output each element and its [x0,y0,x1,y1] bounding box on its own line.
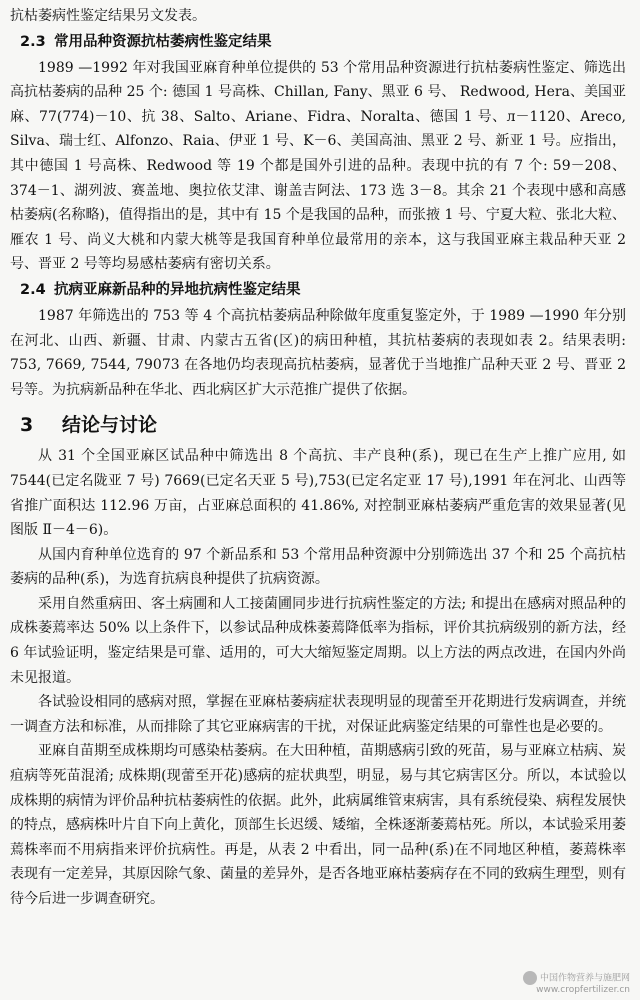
section-title: 结论与讨论 [62,414,158,437]
section-3-heading [20,410,626,440]
section-number: 3 [20,414,34,437]
section-title: 抗病亚麻新品种的异地抗病性鉴定结果 [54,281,301,298]
section-2-3-heading [20,30,626,55]
section-title: 常用品种资源抗枯萎病性鉴定结果 [54,33,272,50]
lead-line: 抗枯萎病性鉴定结果另文发表。 [10,8,206,24]
section-2-4-paragraph: 1987 年筛选出的 753 等 4 个高抗枯萎病品种除做年度重复鉴定外，于 1989 —1990 年分别在河北、山西、新疆、甘肃、内蒙古五省(区)的病田种植，其抗枯萎病的表现如表 2。结果表明: 753, 7669, 7544, 79073 在各地仍均表现高抗枯萎病，显著优于当地推广品种天亚 2 号、晋亚 2 号等。为抗病新品种在华北、西北病区扩大示范推广提供了依据。 [10,307,626,398]
conclusion-paragraph: 从国内育种单位选育的 97 个新品系和 53 个常用品种资源中分别筛选出 37 个和 25 个高抗枯萎病的品种(系)，为选育抗病良种提供了抗病资源。 [10,546,626,588]
section-number: 2.3 [20,33,46,50]
watermark-line1: 中国作物营养与施肥网 [539,973,630,984]
site-watermark [523,971,630,996]
section-2-3-paragraph: 1989 —1992 年对我国亚麻育种单位提供的 53 个常用品种资源进行抗枯萎病性鉴定、筛选出高抗枯萎病的品种 25 个: 德国 1 号高株、Chillan, Fany、黑亚 6 号、 Redwood, Hera、美国亚麻、77(774)－10、抗 38、Salto、Ariane、Fidra、Noralta、德国 1 号、л－1120、Areco, Silva、瑞士红、Alfonzo、Raia、伊亚 1 号、K－6、美国高油、黑亚 2 号、新亚 1 号。应指出，其中德国 1 号高株、Redwood 等 19 个都是国外引进的品种。表现中抗的有 7 个: 59－208、374－1、湖列波、赛盖地、奥拉依艾津、谢盖吉阿法、173 选 3－8。其余 21 个表现中感和高感枯萎病(名称略)，值得指出的是，其中有 15 个是我国的品种，而张掖 1 号、宁夏大粒、张北大粒、雁农 1 号、尚义大桃和内蒙大桃等是我国育种单位最常用的亲本，这与我国亚麻主栽品种天亚 2 号、晋亚 2 号等均易感枯萎病有密切关系。 [10,59,626,273]
conclusion-paragraph: 亚麻自苗期至成株期均可感染枯萎病。在大田种植，苗期感病引致的死苗，易与亚麻立枯病、炭疽病等死苗混淆; 成株期(现蕾至开花)感病的症状典型，明显，易与其它病害区分。所以，本试验以成株期的病情为评价品种抗枯萎病性的依据。此外，此病属维管束病害，具有系统侵染、病程发展快的特点，感病株叶片自下向上黄化，顶部生长迟缓、矮缩，全株逐渐萎蔫枯死。所以，本试验采用萎蔫株率而不用病指来评价抗病性。再是，从表 2 中看出，同一品种(系)在不同地区种植，萎蔫株率表现有一定差异，其原因除气象、菌量的差异外，是否各地亚麻枯萎病存在不同的致病生理型，则有待今后进一步调查研究。 [10,743,626,907]
conclusion-paragraph: 采用自然重病田、客土病圃和人工接菌圃同步进行抗病性鉴定的方法; 和提出在感病对照品种的成株萎蔫率达 50% 以上条件下，以参试品种成株萎蔫降低率为指标，评价其抗病级别的新方法，经 6 年试验证明，鉴定结果是可靠、适用的，可大大缩短鉴定周期。以上方法的两点改进，在国内外尚未见报道。 [10,595,626,686]
section-2-4-heading [20,278,626,303]
watermark-line2: www.cropfertilizer.cn [536,985,630,995]
watermark-logo-icon [523,971,537,985]
section-number: 2.4 [20,281,46,298]
conclusion-paragraph: 从 31 个全国亚麻区试品种中筛选出 8 个高抗、丰产良种(系)，现已在生产上推广应用, 如 7544(已定名陇亚 7 号) 7669(已定名天亚 5 号),753(已定名定亚 17 号),1991 年在河北、山西等省推广面积达 112.96 万亩，占亚麻总面积的 41.86%, 对控制亚麻枯萎病严重危害的效果显著(见图版 Ⅱ－4－6)。 [10,448,626,539]
conclusion-paragraph: 各试验设相同的感病对照，掌握在亚麻枯萎病症状表现明显的现蕾至开花期进行发病调查，并统一调查方法和标准，从而排除了其它亚麻病害的干扰，对保证此病鉴定结果的可靠性也是必要的。 [10,694,626,735]
